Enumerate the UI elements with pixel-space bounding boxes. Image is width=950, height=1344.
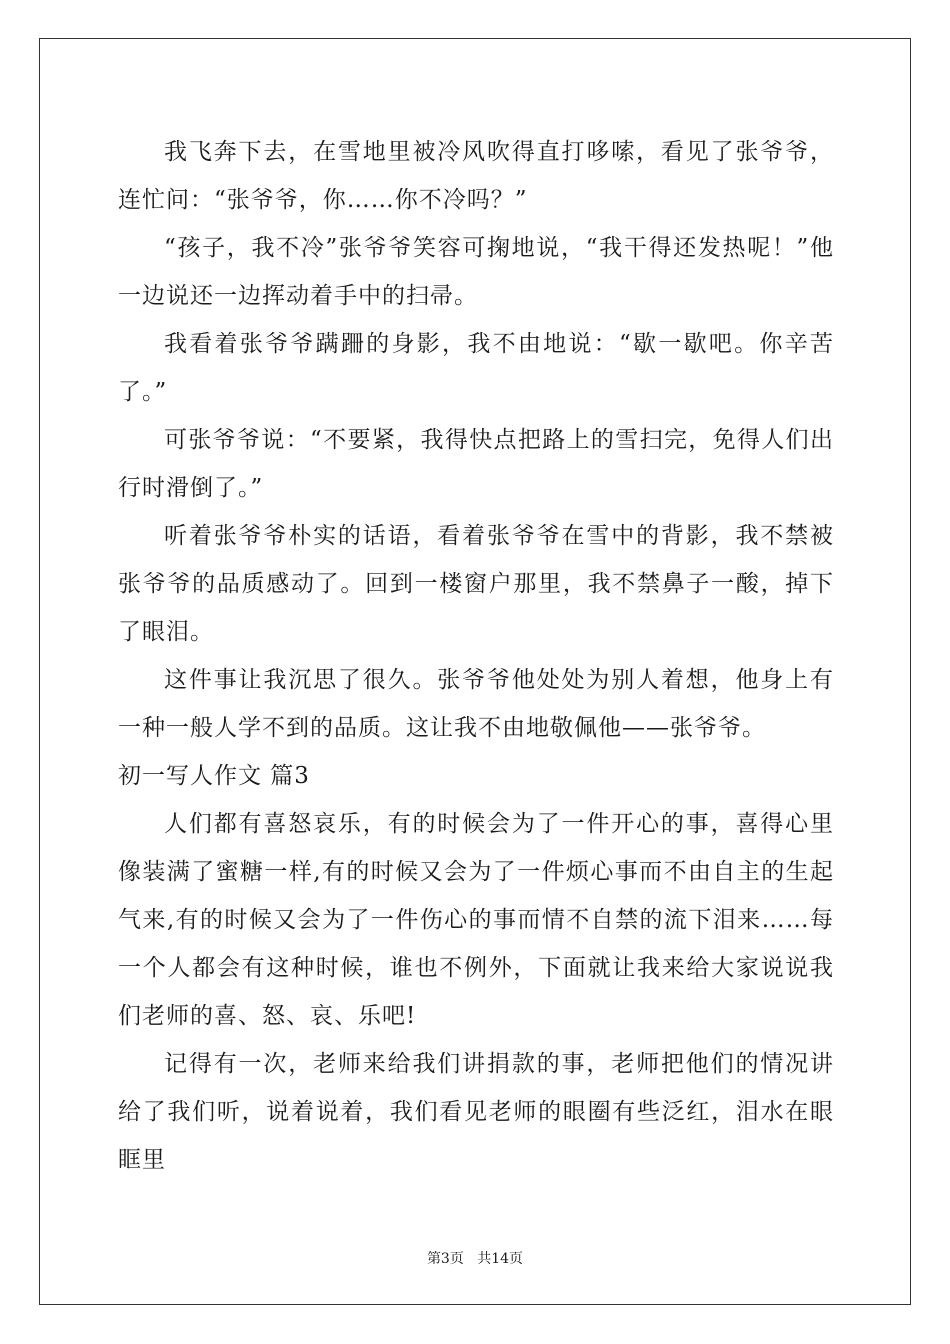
paragraph-7: 人们都有喜怒哀乐，有的时候会为了一件开心的事，喜得心里像装满了蜜糖一样,有的时候又会为了一件烦心事而不由自主的生起气来,有的时候又会为了一件伤心的事而情不自禁的流下泪来……每一个人都会有这种时候，谁也不例外，下面就让我来给大家说说我们老师的喜、怒、哀、乐吧! (118, 811, 834, 1029)
paragraph-4: 可张爷爷说：“不要紧，我得快点把路上的雪扫完，免得人们出行时滑倒了。” (118, 427, 834, 501)
document-body (118, 128, 834, 1184)
paragraph-8: 记得有一次，老师来给我们讲捐款的事，老师把他们的情况讲给了我们听，说着说着，我们看见老师的眼圈有些泛红，泪水在眼眶里 (118, 1051, 834, 1173)
paragraph-5: 听着张爷爷朴实的话语，看着张爷爷在雪中的背影，我不禁被张爷爷的品质感动了。回到一楼窗户那里，我不禁鼻子一酸，掉下了眼泪。 (118, 523, 834, 645)
paragraph-3: 我看着张爷爷蹒跚的身影，我不由地说：“歇一歇吧。你辛苦了。” (118, 331, 834, 405)
paragraph-6: 这件事让我沉思了很久。张爷爷他处处为别人着想，他身上有一种一般人学不到的品质。这让我不由地敬佩他——张爷爷。 (118, 667, 834, 741)
section-heading: 初一写人作文 篇3 (118, 763, 310, 789)
page-footer (0, 1248, 950, 1268)
paragraph-1: 我飞奔下去，在雪地里被冷风吹得直打哆嗦，看见了张爷爷，连忙问：“张爷爷，你……你不冷吗？” (118, 139, 834, 213)
page-total: 共14页 (477, 1251, 524, 1267)
paragraph-2: “孩子，我不冷”张爷爷笑容可掬地说，“我干得还发热呢！”他一边说还一边挥动着手中的扫帚。 (118, 235, 834, 309)
page-number: 第3页 (426, 1251, 464, 1267)
